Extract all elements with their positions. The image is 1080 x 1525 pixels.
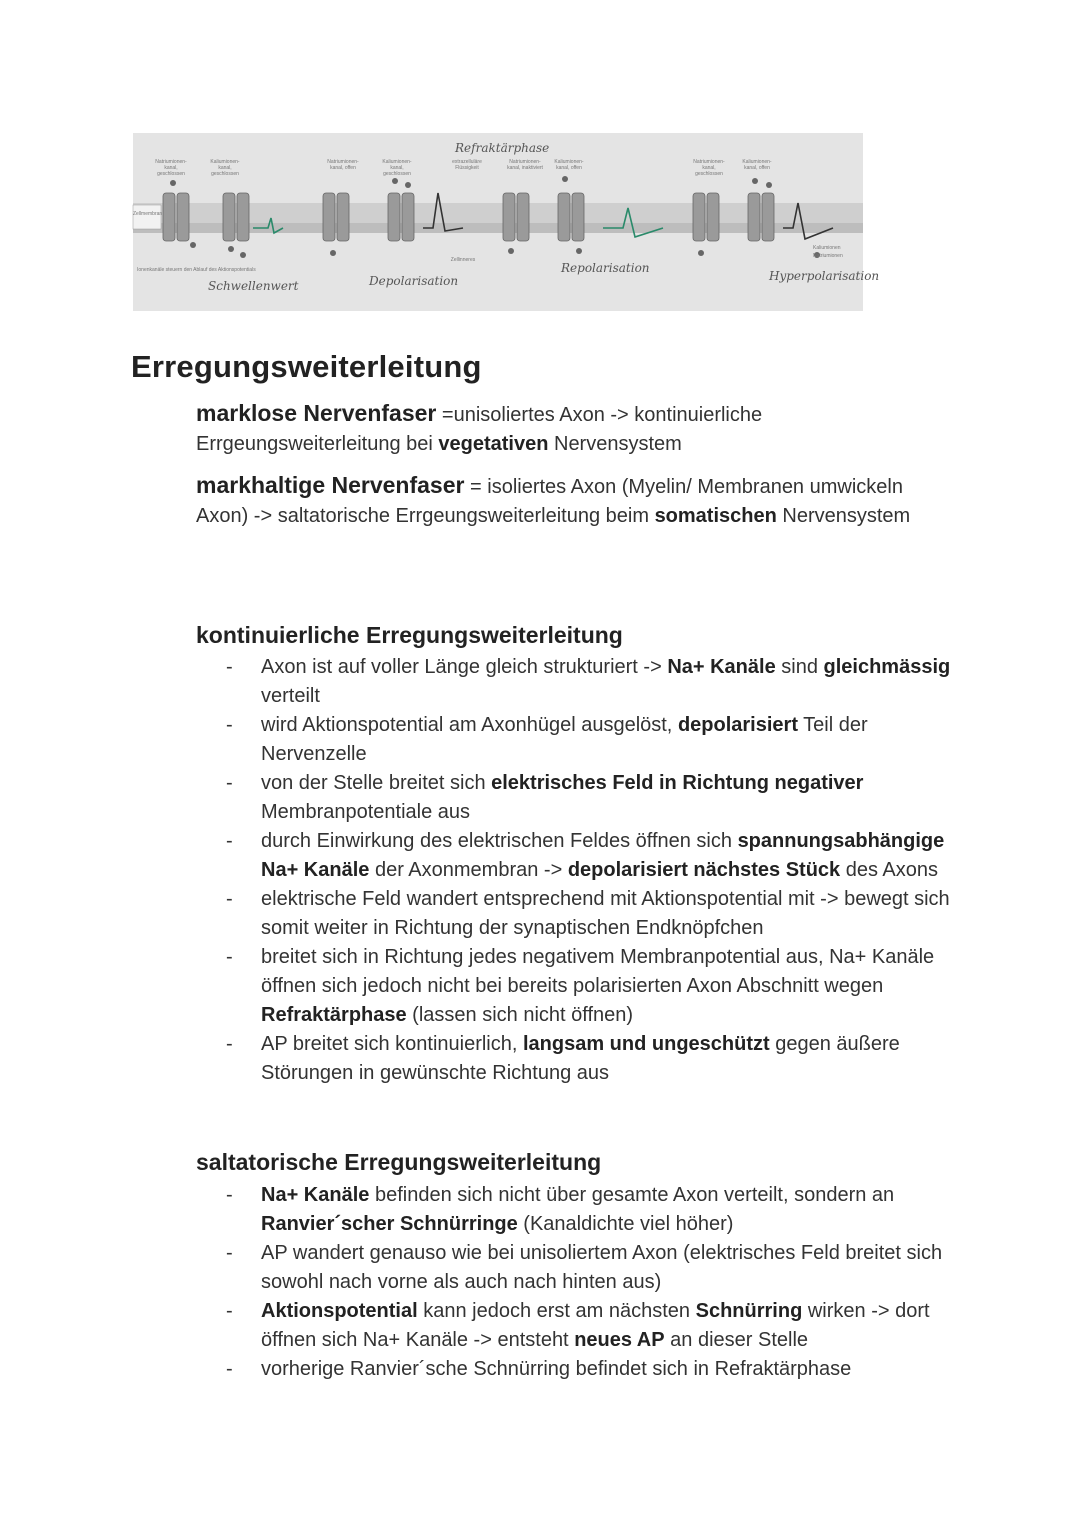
- text: verteilt: [261, 685, 320, 707]
- bold-text: Na+ Kanäle: [261, 1184, 370, 1206]
- text: kann jedoch erst am nächsten: [417, 1300, 696, 1322]
- text: Teil der Nervenzelle: [261, 714, 868, 765]
- text: an dieser Stelle: [664, 1329, 809, 1351]
- text: (lassen sich nicht öffnen): [406, 1004, 634, 1026]
- small-label: Zellinneres: [450, 257, 476, 263]
- membrane-label-box: [133, 205, 161, 229]
- text: (Kanaldichte viel höher): [517, 1213, 734, 1235]
- small-label: Kaliumionen-kanal, geschlossen: [210, 159, 240, 177]
- text: gegen äußere Störungen in gewünschte Richtung aus: [261, 1033, 900, 1084]
- text: sind: [775, 656, 824, 678]
- bold-text: Refraktärphase: [261, 1004, 407, 1026]
- small-label: Kaliumionen-kanal, offen: [554, 159, 584, 171]
- list-item: [226, 1181, 956, 1239]
- text: elektrische Feld wandert entsprechend mit Aktionspotential mit -> bewegt sich somit weiter in Richtung der synaptischen Endknöpfchen: [261, 888, 950, 939]
- bold-text: spannungsabhängige Na+ Kanäle: [261, 830, 945, 881]
- bold-text: Schnürring: [695, 1300, 803, 1322]
- text: AP wandert genauso wie bei unisoliertem Axon (elektrisches Feld breitet sich sowohl nach vorne als auch nach hinten aus): [261, 1242, 943, 1293]
- small-label: extrazelluläre Flüssigkeit: [452, 159, 482, 171]
- text: Membranpotentiale aus: [261, 801, 471, 823]
- list-item: [226, 885, 956, 943]
- small-label: Zellmembran: [133, 211, 163, 217]
- text: breitet sich in Richtung jedes negativem Membranpotential aus, Na+ Kanäle öffnen sich jedoch nicht bei bereits polarisierten Axon Abschnitt wegen: [261, 946, 935, 997]
- bullet-list: [226, 653, 956, 1088]
- bold-text: depolarisiert: [677, 714, 798, 736]
- small-label: Natriumionen-kanal, offen: [327, 159, 359, 171]
- list-item: [226, 711, 956, 769]
- label-depolarisation: Depolarisation: [369, 274, 459, 288]
- term: markhaltige Nervenfaser: [196, 472, 465, 498]
- small-label: Natriumionen-kanal, geschlossen: [693, 159, 725, 177]
- text: wirken -> dort öffnen sich Na+ Kanäle -> entsteht: [261, 1300, 930, 1351]
- list-item: [226, 769, 956, 827]
- bold-text: Aktionspotential: [261, 1300, 418, 1322]
- label-schwellenwert: Schwellenwert: [208, 279, 299, 293]
- small-label: Natriumionen-kanal, geschlossen: [155, 159, 187, 177]
- small-label: Natriumionen-kanal, inaktiviert: [507, 159, 543, 171]
- list-item: [226, 653, 956, 711]
- bold-text: neues AP: [574, 1329, 665, 1351]
- text: befinden sich nicht über gesamte Axon verteilt, sondern an: [369, 1184, 895, 1206]
- label-hyperpolarisation: Hyperpolarisation: [769, 269, 880, 283]
- list-item: [226, 1297, 956, 1355]
- bold-text: langsam und ungeschützt: [522, 1033, 770, 1055]
- section-heading: kontinuierliche Erregungsweiterleitung: [196, 622, 623, 648]
- intro-markhaltige: markhaltige Nervenfaser = isoliertes Axon (Myelin/ Membranen umwickeln Axon) -> saltatorische Errgeungsweiterleitung beim somatischen Nervensystem: [196, 472, 911, 527]
- list-item: [226, 1355, 956, 1384]
- small-label: Kaliumionen-kanal, offen: [742, 159, 772, 171]
- term: marklose Nervenfaser: [196, 400, 437, 426]
- text: Axon ist auf voller Länge gleich strukturiert ->: [261, 656, 668, 678]
- label-repolarisation: Repolarisation: [561, 261, 650, 275]
- text: von der Stelle breitet sich: [261, 772, 492, 794]
- bold-text: Ranvier´scher Schnürringe: [261, 1213, 518, 1235]
- text: AP breitet sich kontinuierlich,: [261, 1033, 523, 1055]
- text: der Axonmembran ->: [369, 859, 568, 881]
- ion-channel-figure: [133, 133, 880, 311]
- intro-marklose: marklose Nervenfaser =unisoliertes Axon -> kontinuierliche Errgeungsweiterleitung bei vegetativen Nervensystem: [196, 400, 763, 455]
- section-heading: saltatorische Erregungsweiterleitung: [196, 1149, 602, 1175]
- figure-caption: Ionenkanäle steuern den Ablauf des Aktionspotentials: [137, 267, 256, 273]
- bullet-list: [226, 1181, 956, 1384]
- list-item: [226, 1030, 956, 1088]
- legend-kaliumionen: Kaliumionen: [813, 245, 841, 251]
- label-refraktaerphase: Refraktärphase: [455, 141, 550, 155]
- list-item: [226, 827, 956, 885]
- list-item: [226, 1239, 956, 1297]
- text: des Axons: [840, 859, 938, 881]
- bold-text: depolarisiert nächstes Stück: [567, 859, 841, 881]
- bold-text: elektrisches Feld in Richtung negativer: [491, 772, 864, 794]
- list-item: [226, 943, 956, 1030]
- page-title: Erregungsweiterleitung: [131, 349, 482, 384]
- text: wird Aktionspotential am Axonhügel ausgelöst,: [261, 714, 678, 736]
- legend-natriumionen: Natriumionen: [813, 253, 843, 259]
- text: vorherige Ranvier´sche Schnürring befindet sich in Refraktärphase: [261, 1358, 852, 1380]
- small-label: Kaliumionen-kanal, geschlossen: [382, 159, 412, 177]
- text: durch Einwirkung des elektrischen Feldes öffnen sich: [261, 830, 738, 852]
- bold-text: Na+ Kanäle: [667, 656, 776, 678]
- bold-text: gleichmässig: [823, 656, 951, 678]
